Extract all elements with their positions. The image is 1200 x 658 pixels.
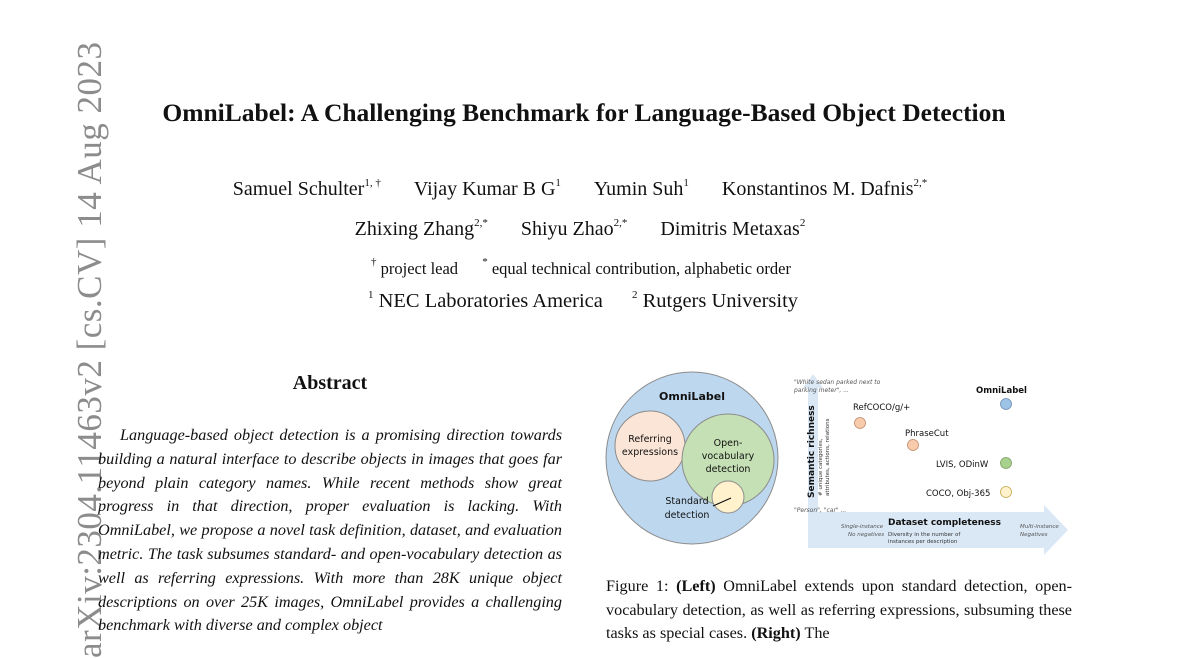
- x-left-1: Single-instance: [841, 524, 884, 530]
- venn-outer-label: OmniLabel: [659, 390, 725, 403]
- dataset-point-coco: [1001, 487, 1012, 498]
- venn-openvocab-label-3: detection: [705, 464, 751, 475]
- author-3: Yumin Suh$^1$: [593, 177, 689, 200]
- dataset-label-refcoco: RefCOCO/g/+: [853, 403, 911, 413]
- dataset-point-phrasecut: [908, 440, 919, 451]
- venn-standard-circle: [712, 481, 744, 513]
- x-axis-arrow: [808, 505, 1068, 555]
- affiliation-1: $^1$ NEC Laboratories America: [367, 289, 603, 312]
- paper-title: OmniLabel: A Challenging Benchmark for Language-Based Object Detection: [162, 98, 1006, 127]
- figure-dataset-plot: [786, 372, 1076, 562]
- caption-left-tag: (Left): [676, 577, 716, 595]
- caption-right-text: The: [804, 624, 830, 643]
- dataset-point-refcoco: [855, 418, 866, 429]
- top-quote-line-2: parking meter", ...: [794, 387, 849, 394]
- author-7: Dimitris Metaxas$^2$: [660, 217, 806, 240]
- y-axis-sub-1: # unique categories,: [818, 438, 824, 496]
- abstract-heading: Abstract: [292, 372, 368, 394]
- author-4: Konstantinos M. Dafnis$^{2,*}$: [721, 177, 928, 200]
- venn-referring-label-2: expressions: [621, 447, 679, 458]
- note-equal: * equal technical contribution, alphabetic order: [482, 256, 791, 278]
- author-notes: [0, 256, 1162, 279]
- venn-openvocab-label-1: Open-: [713, 438, 743, 449]
- author-5: Zhixing Zhang$^{2,*}$: [354, 217, 488, 240]
- authors-row-1: [0, 178, 1160, 201]
- author-6: Shiyu Zhao$^{2,*}$: [520, 217, 628, 240]
- x-right-2: Negatives: [1020, 532, 1048, 538]
- venn-referring-circle: [615, 411, 685, 481]
- venn-referring-label-1: Referring: [628, 434, 672, 445]
- venn-standard-label-1: Standard: [665, 496, 709, 507]
- dataset-label-omnilabel: OmniLabel: [976, 386, 1027, 396]
- authors-row-2: [0, 218, 1160, 241]
- x-left-2: No negatives: [848, 532, 885, 538]
- arxiv-stamp: [26, 41, 109, 658]
- x-axis-title: Dataset completeness: [888, 518, 1001, 528]
- x-axis-sub-2: instances per description: [888, 539, 958, 545]
- figure-venn-diagram: [606, 370, 786, 550]
- caption-right-tag: (Right): [751, 624, 801, 643]
- note-lead: † project lead: [371, 256, 459, 278]
- dataset-point-lvis: [1001, 458, 1012, 469]
- affiliation-2: $^2$ Rutgers University: [631, 289, 799, 312]
- venn-standard-label-2: detection: [664, 510, 710, 521]
- caption-label: Figure 1:: [606, 577, 669, 595]
- x-axis-sub-1: Diversity in the number of: [888, 532, 961, 538]
- affiliations: [0, 290, 1166, 313]
- dataset-label-lvis: LVIS, ODinW: [936, 460, 989, 470]
- y-axis-title: Semantic richness: [807, 405, 817, 498]
- venn-openvocab-label-2: vocabulary: [701, 451, 755, 462]
- dataset-label-phrasecut: PhraseCut: [905, 429, 949, 439]
- arxiv-stamp-text: arXiv:2304.11463v2 [cs.CV] 14 Aug 2023: [70, 41, 109, 658]
- figure-caption: [606, 575, 1072, 646]
- dataset-label-coco: COCO, Obj-365: [926, 489, 991, 499]
- author-2: Vijay Kumar B $G^1$: [413, 177, 561, 200]
- x-right-1: Multi-instance: [1020, 524, 1059, 530]
- dataset-point-omnilabel: [1001, 399, 1012, 410]
- abstract-body: Language-based object detection is a promising direction towards building a natural interface to describe objects in images that goes far beyond plain category names. While recent methods show great progress in that direction, proper evaluation is lacking. With OmniLabel, we propose a novel task definition, dataset, and evaluation metric. The task subsumes standard- and open-vocabulary detection as well as referring expressions. With more than 28K unique object descriptions on over 25K images, OmniLabel provides a challenging benchmark with diverse and complex object: [98, 426, 562, 635]
- author-1: Samuel Schulter$^{1, \dagger}$: [232, 177, 381, 200]
- y-axis-sub-2: attributes, actions, relations: [825, 418, 831, 496]
- caption-left-text: OmniLabel extends upon standard detection, open-vocabulary detection, as well as referring expressions, subsuming these tasks as special cases.: [606, 577, 1073, 643]
- top-quote-line-1: "White sedan parked next to: [794, 379, 881, 386]
- bottom-quote: "Person", "car" ...: [794, 507, 847, 514]
